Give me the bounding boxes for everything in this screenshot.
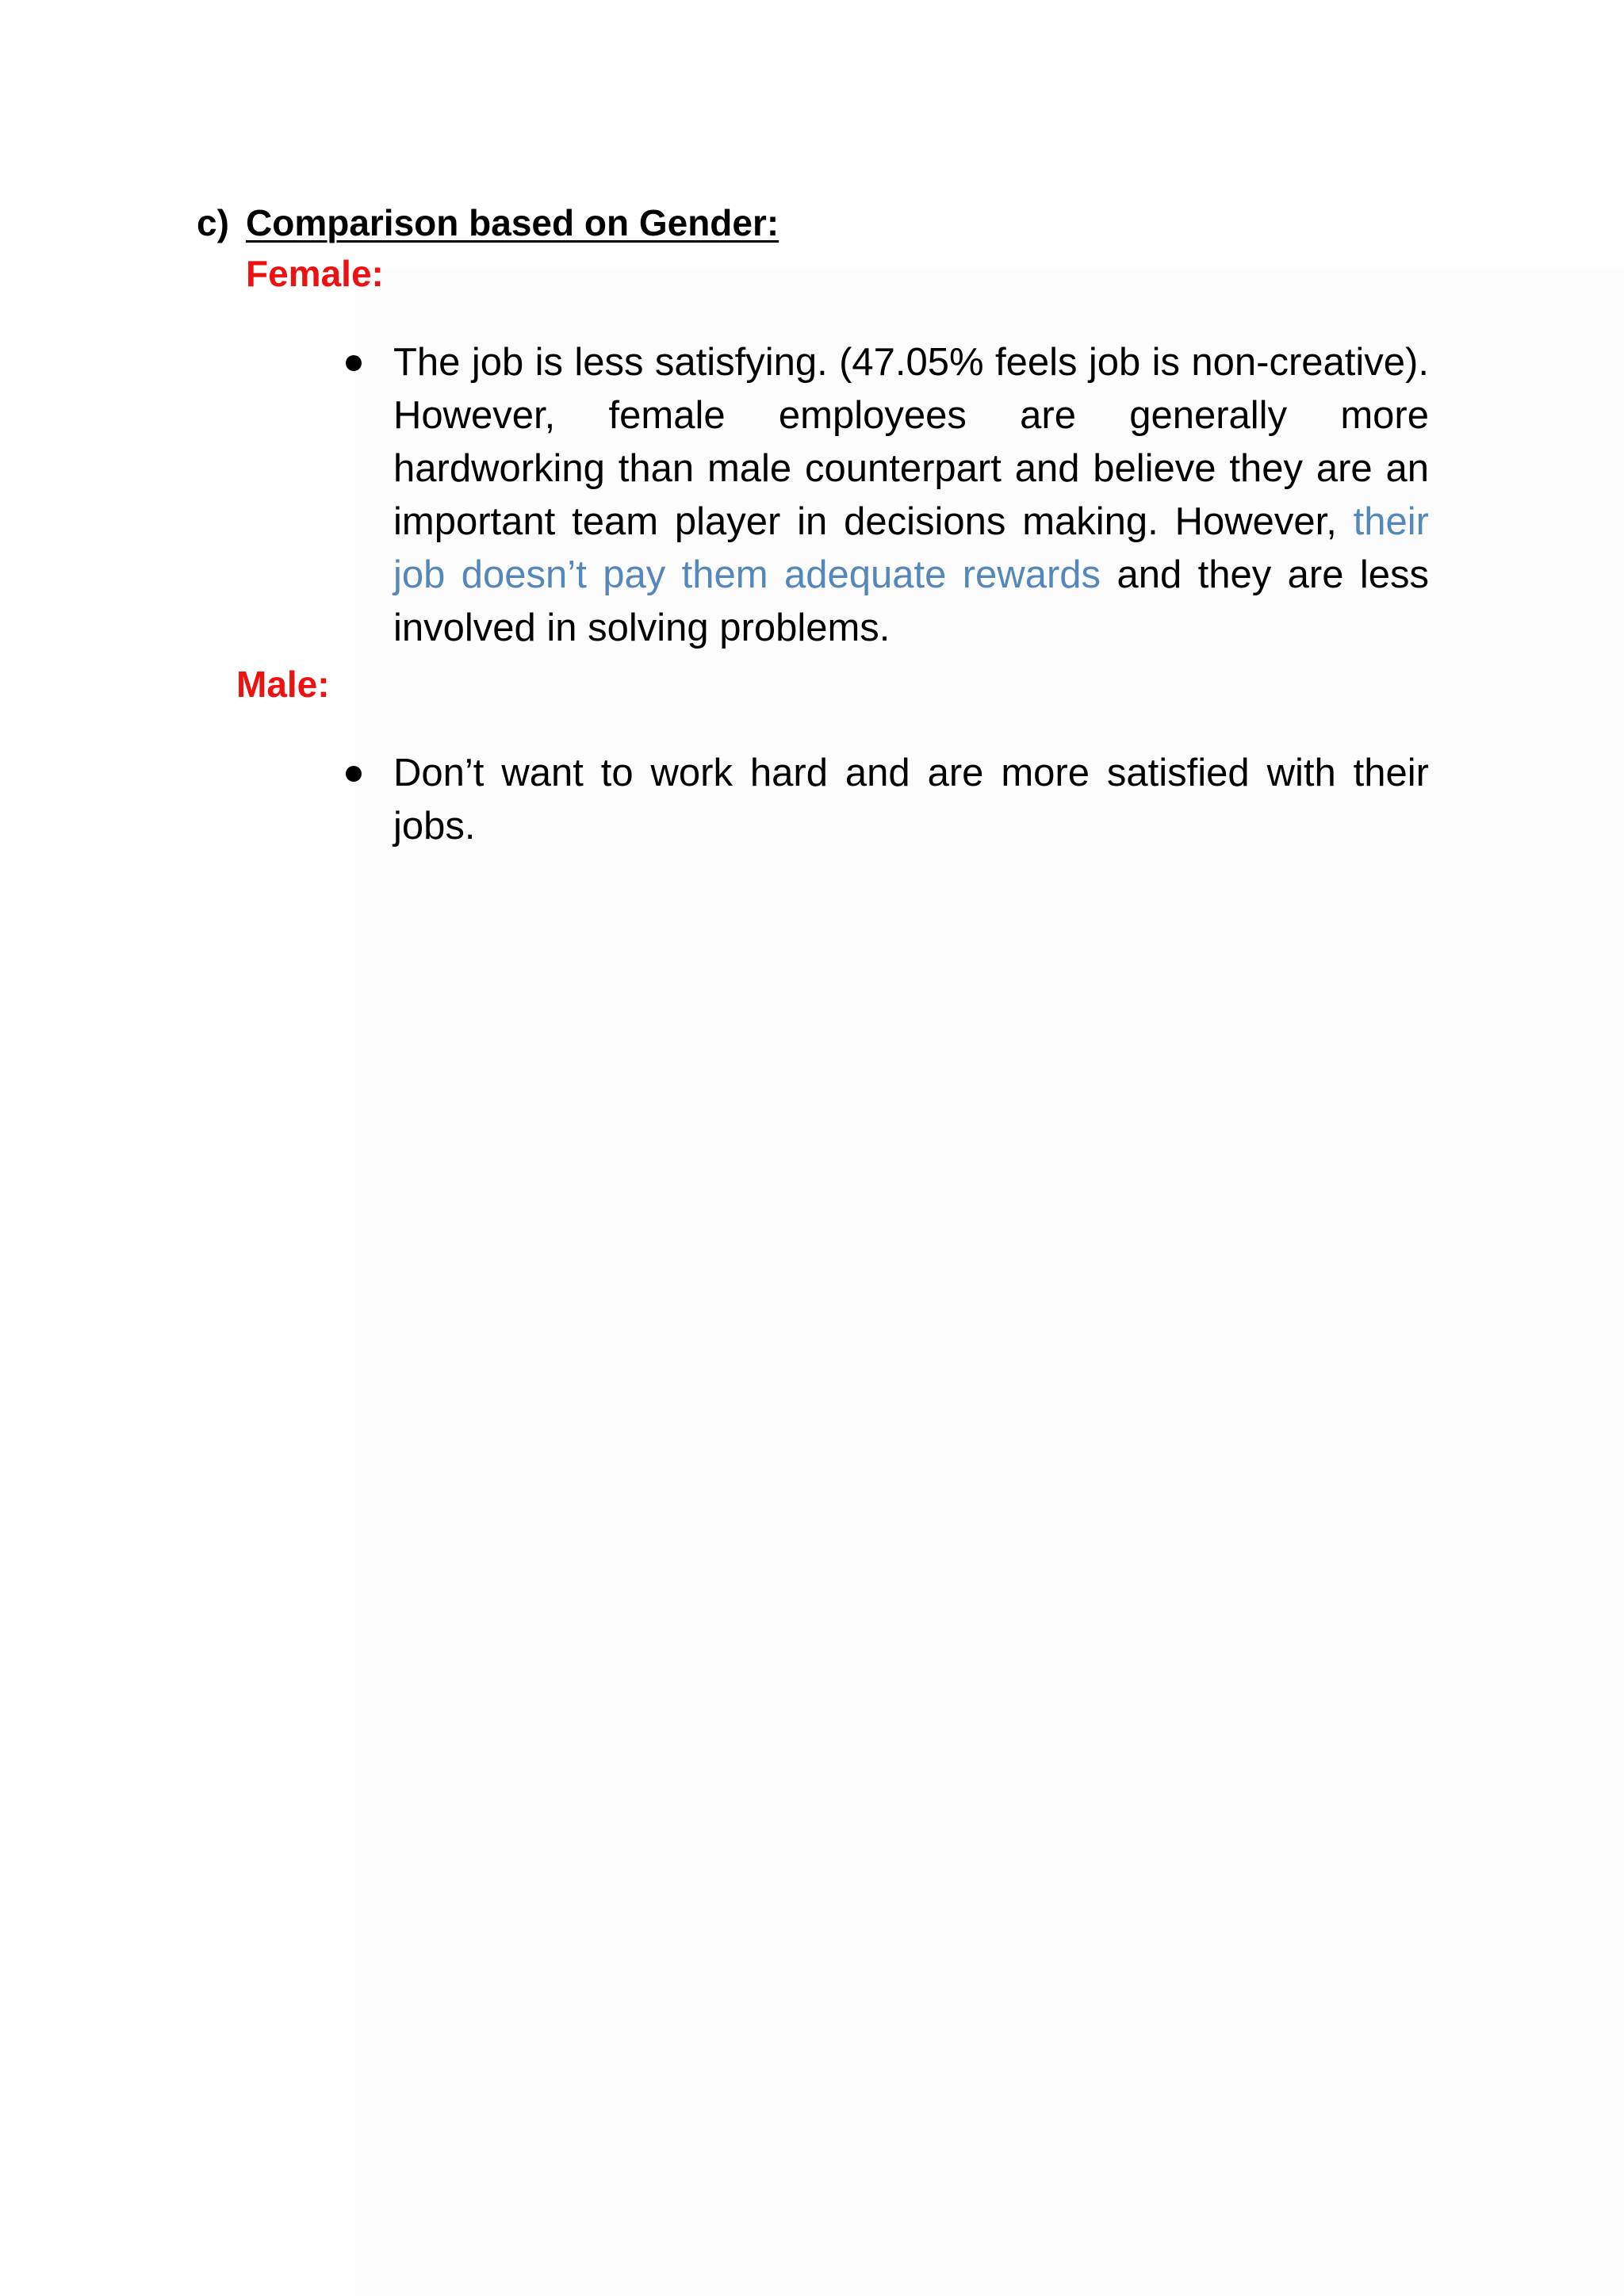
section-title: Comparison based on Gender: [246, 202, 779, 243]
section-heading [197, 198, 779, 247]
female-bullet-text-end: and they are less involved in solving problems. [393, 553, 1429, 649]
female-bullet-item [341, 336, 1429, 655]
bullet-icon [346, 766, 362, 782]
male-bullet-item [341, 747, 1429, 853]
bullet-icon [346, 355, 362, 371]
female-label: Female: [246, 253, 384, 294]
female-bullet-highlight: their job doesn’t pay them adequate rewards [393, 500, 1429, 596]
male-bullet-list [341, 747, 1429, 853]
section-marker: c) [197, 202, 229, 243]
male-label: Male: [236, 664, 330, 705]
female-bullet-list [341, 336, 1429, 655]
male-bullet-text: Don’t want to work hard and are more satisfied with their jobs. [393, 752, 1429, 848]
female-bullet-text: The job is less satisfying. (47.05% feels job is non-creative). However, female employees are generally more hardworking than male counterpart and believe they are an important team player in decisions making. However, [393, 341, 1429, 543]
